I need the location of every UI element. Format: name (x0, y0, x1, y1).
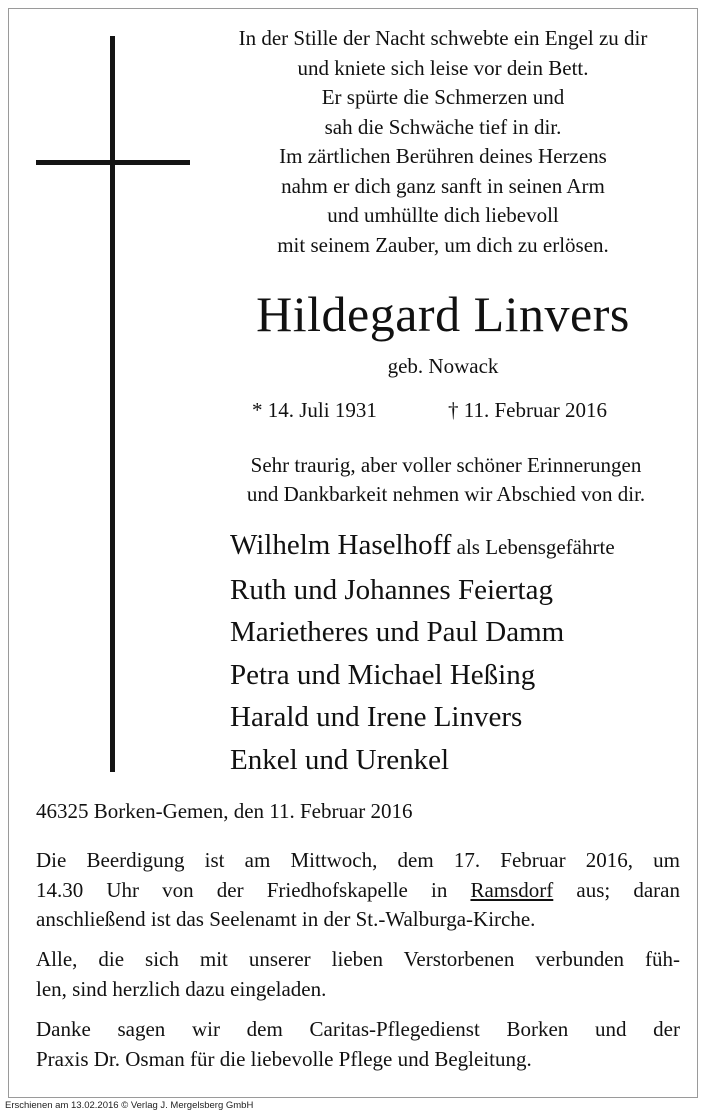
poem-line: mit seinem Zauber, um dich zu erlösen. (277, 232, 609, 257)
funeral-line: Die Beerdigung ist am Mittwoch, dem 17. Februar 2016, um (36, 848, 680, 872)
mourner-entry (230, 524, 700, 569)
farewell-text (198, 451, 694, 508)
mourner-name: Ruth und Johannes Feiertag (230, 573, 553, 606)
poem-line: und kniete sich leise vor dein Bett. (297, 55, 589, 80)
funeral-location: Ramsdorf (470, 877, 554, 902)
deceased-name: Hildegard Linvers (256, 286, 630, 342)
mourner-name: Harald und Irene Linvers (230, 701, 523, 733)
mourner-entry (230, 654, 700, 697)
poem (198, 24, 688, 260)
mourner-name: Enkel und Urenkel (230, 743, 450, 776)
place-and-date: 46325 Borken-Gemen, den 11. Februar 2016 (36, 799, 413, 823)
maiden-name: geb. Nowack (387, 354, 499, 378)
cross-horizontal-bar (36, 160, 190, 165)
cross-vertical-bar (110, 36, 115, 772)
birth-date: * 14. Juli 1931 (252, 398, 377, 422)
poem-line: und umhüllte dich liebevoll (327, 203, 559, 227)
funeral-line: anschließend ist das Seelenamt in der St.-Walburga-Kirche. (36, 907, 536, 931)
death-date: † 11. Februar 2016 (448, 398, 608, 422)
mourner-name: Petra und Michael Heßing (230, 658, 536, 691)
poem-line: Er spürte die Schmerzen und (321, 85, 565, 109)
mourners-list (230, 524, 700, 781)
funeral-line (36, 876, 680, 906)
funeral-details (36, 846, 680, 935)
invitation-line: len, sind herzlich dazu eingeladen. (36, 976, 327, 1001)
poem-line: Im zärtlichen Berühren deines Herzens (279, 144, 607, 168)
thanks-line: Praxis Dr. Osman für die liebevolle Pflege und Begleitung. (36, 1046, 532, 1071)
invitation-text (36, 945, 680, 1004)
thanks-text (36, 1015, 680, 1074)
mourner-entry (230, 611, 700, 654)
mourner-entry (230, 739, 700, 782)
funeral-line-text: 14.30 Uhr von der Friedhofskapelle in (36, 877, 471, 902)
mourner-entry (230, 696, 700, 739)
poem-line: In der Stille der Nacht schwebte ein Engel zu dir (238, 26, 648, 50)
invitation-line: Alle, die sich mit unserer lieben Verstorbenen verbunden füh- (36, 947, 680, 971)
thanks-line: Danke sagen wir dem Caritas-Pflegedienst Borken und der (36, 1017, 680, 1041)
mourner-name: Marietheres und Paul Damm (230, 616, 565, 648)
farewell-line: Sehr traurig, aber voller schöner Erinnerungen (250, 453, 642, 477)
farewell-line: und Dankbarkeit nehmen wir Abschied von dir. (246, 481, 646, 506)
funeral-line-text: aus; daran (553, 877, 680, 902)
mourner-entry (230, 569, 700, 612)
mourner-name: Wilhelm Haselhoff (230, 529, 452, 561)
publication-footer: Erschienen am 13.02.2016 © Verlag J. Mergelsberg GmbH (5, 1100, 254, 1111)
poem-line: sah die Schwäche tief in dir. (324, 114, 562, 139)
poem-line: nahm er dich ganz sanft in seinen Arm (281, 173, 605, 198)
mourner-role: als Lebensgefährte (451, 535, 615, 559)
